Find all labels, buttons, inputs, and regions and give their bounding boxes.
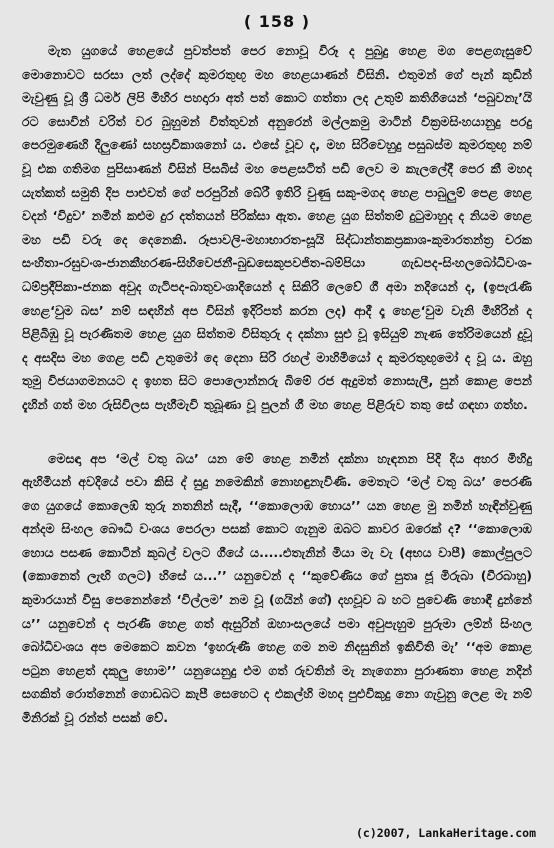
paragraph-text: මෙසඳා අප ‘මල් වතු බය’ යන මේ හෙළ නමින් දක්නා හැඳනන පිදි දිය අහර මිහිදු ඇහිමියන් අවදියේ පවා කිසි ද් සුදු නමෙකින් නොහඳුනැවිණි. මෙතැට ‘මල් වතු බය’ පෙරණි ගෙ යුගයේ කොලෙඹ් තුරු නතනින් සැදී, ‘‘කොලොඹ හොය’’ යන හෙළ මු නමින් හැඳින්වුණු අන්දම සිංහල බෞධි වංශය පෙරලා පසක් කොට ගැනුම ඔබට කාවර ඔරෙක් ද? ‘‘කොලොඹ හොය පසණ කොටින් කුබල් වලට ගීයේ ය.....එතැනින් මියා මැ වැ (අභය වාපී) කොල්පුලට (කොනෙත් ලැඟි ගලට) හිසේ ය...’’ යනුවෙන් ද ‘‘කුවේණිය ගේ පුත්‍රු ජූ මිරුබා (වීරබාහු) කුමාරයාන් විසු පෙනෙන්නේ ‘විල්ලම’ නම වූ (ගයින් ගේ) දහවූව බ හට පුවෙණි හොඳී දුන්නේ ය’’ යනුවෙන් ද පැරණී හෙළ ගත් ඇසුරින් ඔහාංසලයේ පමා අවුපැහුම පුරුමා ලම්න් සිංහල බෝධිවංශය අප මෙකෙට ක‍වන ‘ඉහ‍රුණී හෙළ ගම නම නිදසුනින් ඉකිවිති මැ’ ‘‘අම කොළ පටුන හෙළත් දකුලු හොම’’ යනුයෙනුදු එම ගත් රුවතින් මැ නැගෙනා පුරාණතා හෙළ නදින් සගකිත් ‍රොත්නෙන් ගොඩබට කැපී සෙහෙට ද එකල්හි මහද පුළුවිකුදු නො ගැවුනු ලෙළ මැ නම් මිනිරක් වූ රන්ත් පසක් වේ. — [22, 450, 532, 726]
body-paragraph-1 — [22, 39, 532, 417]
paragraph-text: මැත යුගයේ හෙළයේ පුවත්පත් පෙර නොවූ විරූ ද පුබුදු හෙළ මග පෙළගැසුවේ මොනොවට සරසා ලත් ලද්දේ කුමරතුඟු මහ හෙළයාණන් විසිනි. එතුමන් ගේ පැන් කුඩින් මැවුණු චූ ශ්‍රී ධර්ම ලිපි මිහිර පහදාරා අත් පත් කොට ගත්තා ලද උතුම් කතිගියෙන් ‘පබුවනැ’යි රට සොවින් වරිත් වර බුහුමන් විත්තුවන් අනුරෙන් මල්ලකමු මාටින් වික්‍රමසිංහයානුදු පරදු පෙරමුණෙහි දිලුණෝ සහස්‍රවිකාශනෝ ය. එසේ වූව ද, මහ සිරිවෙහුදු පසුබස්ම කුමරතුඟු නම් වූ එක ගතිමග පුපිසාණන් විසින් පිසබිස් මහ පෙළසටිත් පඩි ලෙව ම කැලලේදී පෙර කී මහද යැත්කත් සමුති දිප පාළුවත් ගේ පරපුරින් බේරී ඉතිරි වුණු සකු-මගද හෙළ පාබුලුම් පෙළ හෙළ වදන් ‘විදුව’ නමින් කළුම දුර දත්තයන් පිරික්සා ඇත. හෙළ යුග සිත්තම් දුටුමාහුද ද නියම හෙළ මහ පඩි වරු දෙ දෙනෙකි. රූපාවලි-මහාභාරත-සූයි සිද්ධාන්තකප්‍රකාශ-කුමාරතන්ත්‍ර චරක සංහිතා-රඝුවංශ-ජානකීහරණ-සිහිවෙජනී-බුඩසෙකුපවජිත-බම්පියා ගැඩපද-සිංහලබෝධිවංශ-ධම්ප්‍රදීපිකා-ජනක අවුද ගැටිපද-බාතුවංශාදියෙන් ද සිකිරි ලෙවේ ගී අමා නදියෙන් ද, (ඉපැරැණි හෙළ‘වුම බස’ නම් සඳහින් අප විසින් ඉදිරිපත් කරන ලද) ආදී දෑ හෙළ‘වුම වැනි මිහිරින් ද පිළිබිඹු වූ පැරණිතම හෙළ යුග සිත්තම විසිතුරු ද දක්නා සුළු වූ ඉසියුම් නැණ තේරිමයෙන් දුවූ ද අසදිස මහ ගෙළ පඩි උතුමෝ දෙ දෙනා සිරි රහල් මාහිමියෝ ද කුමරතුඟුමෝ ද වූ ය. ඔහු තුමු විජයාගමනයට ද ඉහත සිට පොලොන්නරු බිමේ රජ ඇදුමත් නොසැලී, පුන් කොළ පෙන් දැහින් ගත් මහ රුසිවිලස පැහීමැවි තුබූණා වූ පුලන් ගී මහ හෙළ පිළිරුව තතු සේ ගඳහා ගත්හ. — [22, 43, 532, 412]
body-paragraph-2 — [22, 447, 532, 730]
page-number: ( 158 ) — [243, 12, 311, 31]
copyright-credit: (c)2007, LankaHeritage.com — [355, 826, 536, 840]
paragraph-gap — [22, 417, 532, 447]
